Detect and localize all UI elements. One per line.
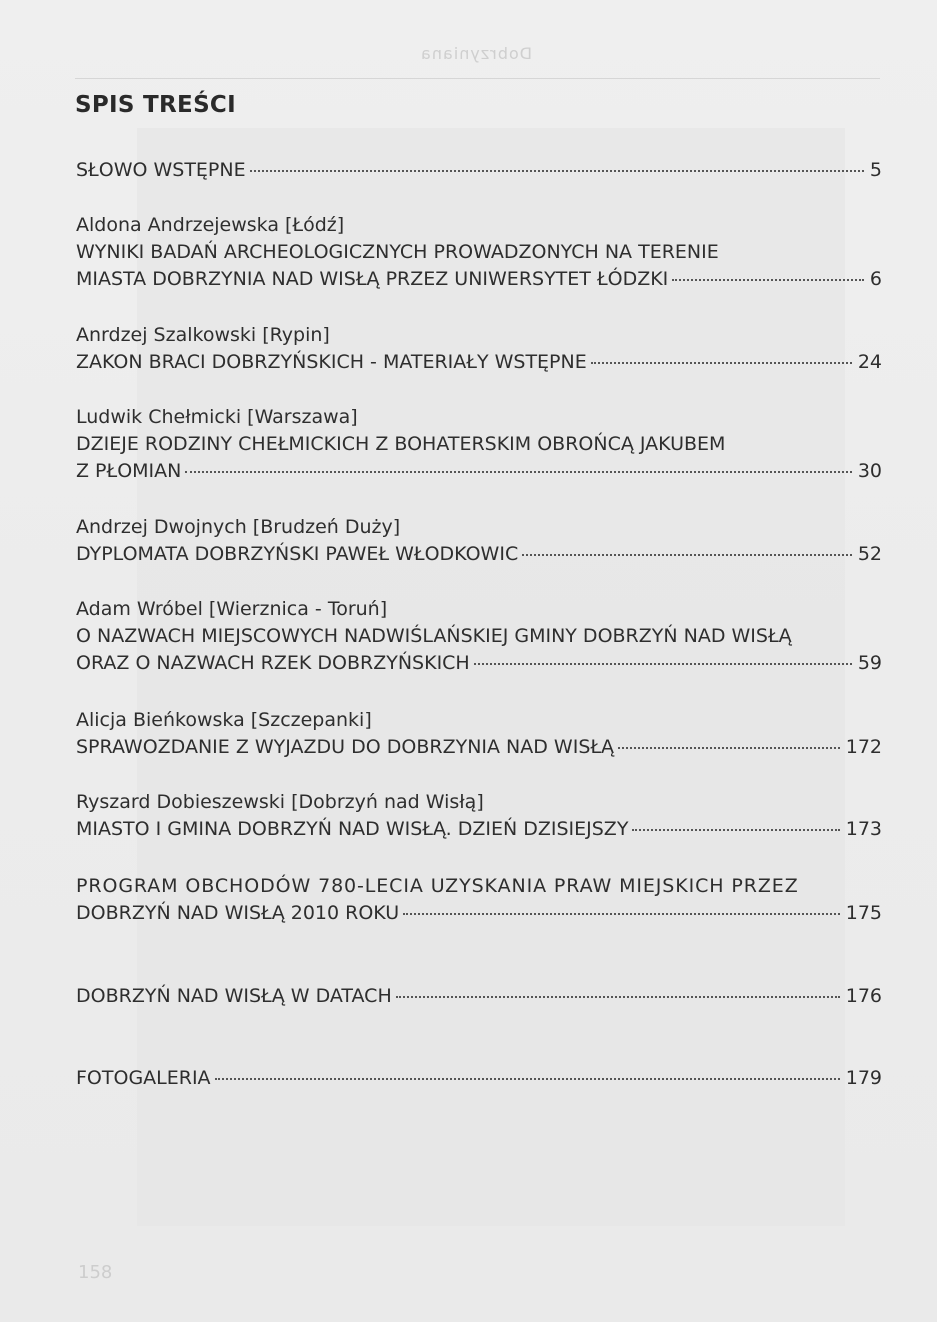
toc-title: MIASTA DOBRZYNIA NAD WISŁĄ PRZEZ UNIWERSYTET ŁÓDZKI: [76, 268, 669, 290]
toc-author: Anrdzej Szalkowski [Rypin]: [76, 324, 330, 346]
toc-entry[interactable]: [76, 596, 882, 677]
toc-title-row: [76, 650, 882, 677]
toc-entry[interactable]: [76, 322, 882, 376]
toc-title: FOTOGALERIA: [76, 1067, 211, 1089]
leader-dots: [591, 362, 852, 364]
toc-author: Aldona Andrzejewska [Łódź]: [76, 214, 345, 236]
leader-dots: [396, 996, 840, 998]
page-number: 175: [845, 902, 882, 924]
toc-title-line: O NAZWACH MIEJSCOWYCH NADWIŚLAŃSKIEJ GMINY DOBRZYŃ NAD WISŁĄ: [76, 625, 792, 647]
toc-title: DYPLOMATA DOBRZYŃSKI PAWEŁ WŁODKOWIC: [76, 543, 519, 565]
page-number: 5: [869, 159, 882, 181]
toc-entry[interactable]: [76, 404, 882, 485]
toc-title-line: WYNIKI BADAŃ ARCHEOLOGICZNYCH PROWADZONYCH NA TERENIE: [76, 241, 719, 263]
toc-title-row: [76, 541, 882, 568]
toc-title: ORAZ O NAZWACH RZEK DOBRZYŃSKICH: [76, 652, 470, 674]
toc-title: DOBRZYŃ NAD WISŁĄ 2010 ROKU: [76, 902, 400, 924]
toc-title: ZAKON BRACI DOBRZYŃSKICH - MATERIAŁY WSTĘPNE: [76, 351, 587, 373]
toc-title-row: [76, 157, 882, 184]
toc-title-row: [76, 816, 882, 843]
toc-entry[interactable]: [76, 873, 882, 927]
toc-title-row: [76, 266, 882, 293]
page-number: 24: [857, 351, 882, 373]
toc-entry[interactable]: [76, 157, 882, 184]
page-number: 179: [845, 1067, 882, 1089]
toc-title-row: [76, 1065, 882, 1092]
toc-title-line-text: PROGRAM OBCHODÓW 780-LECIA UZYSKANIA PRAW MIEJSKICH PRZEZ: [76, 875, 799, 897]
page-number: 59: [857, 652, 882, 674]
page-number: 173: [845, 818, 882, 840]
toc-title-row: [76, 458, 882, 485]
toc-title-row: [76, 900, 882, 927]
page-number: 30: [857, 460, 882, 482]
toc-title: MIASTO I GMINA DOBRZYŃ NAD WISŁĄ. DZIEŃ DZISIEJSZY: [76, 818, 629, 840]
header-rule: [75, 78, 880, 79]
toc-title: SPRAWOZDANIE Z WYJAZDU DO DOBRZYNIA NAD WISŁĄ: [76, 736, 615, 758]
toc-author: Adam Wróbel [Wierznica - Toruń]: [76, 598, 388, 620]
toc-entry[interactable]: [76, 212, 882, 293]
leader-dots: [522, 554, 852, 556]
toc-title-line: [76, 873, 882, 900]
toc-title-row: [76, 983, 882, 1010]
toc-title-row: [76, 349, 882, 376]
page-number: 52: [857, 543, 882, 565]
toc-author: Ryszard Dobieszewski [Dobrzyń nad Wisłą]: [76, 791, 484, 813]
page-number: 6: [869, 268, 882, 290]
toc-title-line: DZIEJE RODZINY CHEŁMICKICH Z BOHATERSKIM OBROŃCĄ JAKUBEM: [76, 433, 726, 455]
toc-entry[interactable]: [76, 707, 882, 761]
toc-title: DOBRZYŃ NAD WISŁĄ W DATACH: [76, 985, 392, 1007]
toc-entry[interactable]: [76, 983, 882, 1010]
leader-dots: [185, 471, 851, 473]
toc-entry[interactable]: [76, 514, 882, 568]
toc-title: SŁOWO WSTĘPNE: [76, 159, 246, 181]
page-folio: 158: [78, 1262, 113, 1283]
toc-entry[interactable]: [76, 789, 882, 843]
leader-dots: [632, 829, 839, 831]
leader-dots: [250, 170, 864, 172]
page-number: 176: [845, 985, 882, 1007]
leader-dots: [403, 913, 840, 915]
leader-dots: [215, 1078, 840, 1080]
toc-author: Ludwik Chełmicki [Warszawa]: [76, 406, 358, 428]
toc-title-row: [76, 734, 882, 761]
toc-author: Alicja Bieńkowska [Szczepanki]: [76, 709, 372, 731]
leader-dots: [672, 279, 864, 281]
toc-author: Andrzej Dwojnych [Brudzeń Duży]: [76, 516, 401, 538]
running-head: Dobrzyniana: [420, 44, 533, 63]
toc-entry[interactable]: [76, 1065, 882, 1092]
leader-dots: [618, 747, 840, 749]
toc-title: Z PŁOMIAN: [76, 460, 182, 482]
page-number: 172: [845, 736, 882, 758]
leader-dots: [474, 663, 852, 665]
page-title: SPIS TREŚCI: [75, 92, 236, 118]
